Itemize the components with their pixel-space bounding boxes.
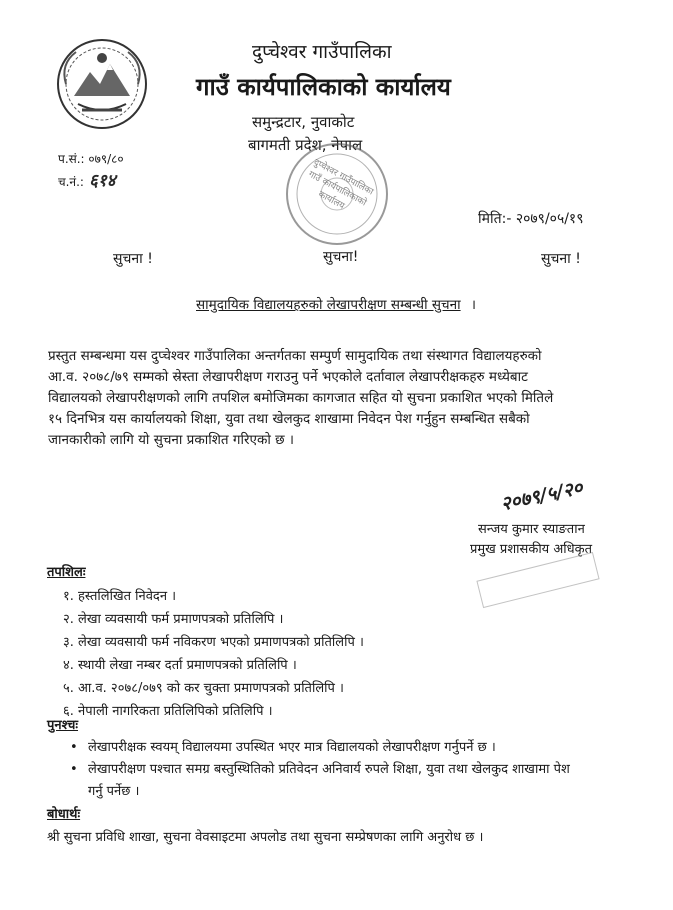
chn-handwritten: ६१४ [89, 171, 116, 191]
list-item: २. लेखा व्यवसायी फर्म प्रमाणपत्रको प्रतिलिपि । [63, 612, 284, 627]
body-line: १५ दिनभित्र यस कार्यालयको शिक्षा, युवा तथा खेलकुद शाखामा निवेदन पेश गर्नुहुन सम्बन्धित सबैको [48, 411, 530, 427]
list-item: • लेखापरीक्षक स्वयम् विद्यालयमा उपस्थित भएर मात्र विद्यालयको लेखापरीक्षण गर्नुपर्ने छ । [66, 737, 586, 759]
bodharth-heading: बोधार्थः [47, 807, 81, 822]
nepal-emblem-logo [52, 34, 152, 134]
office-stamp [283, 140, 391, 248]
reference-chn [58, 168, 116, 191]
body-line: जानकारीको लागि यो सुचना प्रकाशित गरिएको छ । [48, 432, 294, 448]
address-line-1: समुन्द्रटार, नुवाकोट [252, 113, 355, 131]
reference-ps: प.सं.: ०७९/८० [58, 152, 124, 166]
list-item: १. हस्तलिखित निवेदन । [63, 589, 177, 604]
list-item: ३. लेखा व्यवसायी फर्म नविकरण भएको प्रमाणपत्रको प्रतिलिपि । [63, 635, 364, 650]
subject-tail: । [470, 297, 477, 313]
list-item: ५. आ.व. २०७८/०७९ को कर चुक्ता प्रमाणपत्रको प्रतिलिपि । [63, 681, 344, 696]
signatory-name: सन्जय कुमार स्याङतान [478, 522, 585, 537]
notice-word-right: सुचना ! [541, 251, 581, 267]
body-line: प्रस्तुत सम्बन्धमा यस दुप्चेश्वर गाउँपालिका अन्तर्गतका सम्पुर्ण सामुदायिक तथा संस्थागत विद्यालयहरुको [48, 348, 542, 364]
date: मिति:- २०७९/०५/१९ [478, 211, 584, 227]
punashcha-heading: पुनश्चः [47, 718, 79, 733]
body-line: आ.व. २०७८/७९ सम्मको स्रेस्ता लेखापरीक्षण गराउनु पर्ने भएकोले दर्तावाल लेखापरीक्षकहरु मध्येबाट [48, 369, 528, 385]
subject-line [196, 295, 476, 313]
bullet-icon: • [70, 762, 78, 777]
list-item: • लेखापरीक्षण पश्चात समग्र बस्तुस्थितिको प्रतिवेदन अनिवार्य रुपले शिक्षा, युवा तथा खेलकुद शाखामा पेश गर्नु पर्नेछ । [66, 759, 586, 803]
chn-label: च.नं.: [58, 175, 84, 189]
notice-word-left: सुचना ! [113, 251, 153, 267]
notice-word-center: सुचना! [323, 249, 359, 265]
office-name: गाउँ कार्यपालिकाको कार्यालय [196, 73, 451, 101]
tapsil-heading: तपशिलः [47, 565, 86, 580]
list-item: ६. नेपाली नागरिकता प्रतिलिपिको प्रतिलिपि । [63, 704, 273, 719]
signatory-designation: प्रमुख प्रशासकीय अधिकृत [470, 542, 593, 557]
bullet-icon: • [70, 740, 78, 755]
signature-scribble: २०७९/५/२० [498, 476, 585, 516]
address-line-2: बागमती प्रदेश, नेपाल [248, 136, 363, 154]
municipality-name: दुप्चेश्वर गाउँपालिका [252, 41, 392, 63]
body-paragraph [48, 346, 618, 451]
list-item: ४. स्थायी लेखा नम्बर दर्ता प्रमाणपत्रको प्रतिलिपि । [63, 658, 297, 673]
punashcha-list [66, 737, 586, 803]
stamp-text: दुप्चेश्वर गाउँपालिका गाउँ कार्यपालिकाको कार्यालय [306, 157, 375, 212]
designation-stamp [476, 552, 599, 608]
subject-title: सामुदायिक विद्यालयहरुको लेखापरीक्षण सम्बन्धी सुचना [196, 297, 461, 313]
bodharth-text: श्री सुचना प्रविधि शाखा, सुचना वेवसाइटमा अपलोड तथा सुचना सम्प्रेषणका लागि अनुरोध छ । [47, 830, 484, 845]
tapsil-list [63, 586, 364, 724]
body-line: विद्यालयको लेखापरीक्षणको लागि तपशिल बमोजिमका कागजात सहित यो सुचना प्रकाशित भएको मितिले [48, 390, 554, 406]
